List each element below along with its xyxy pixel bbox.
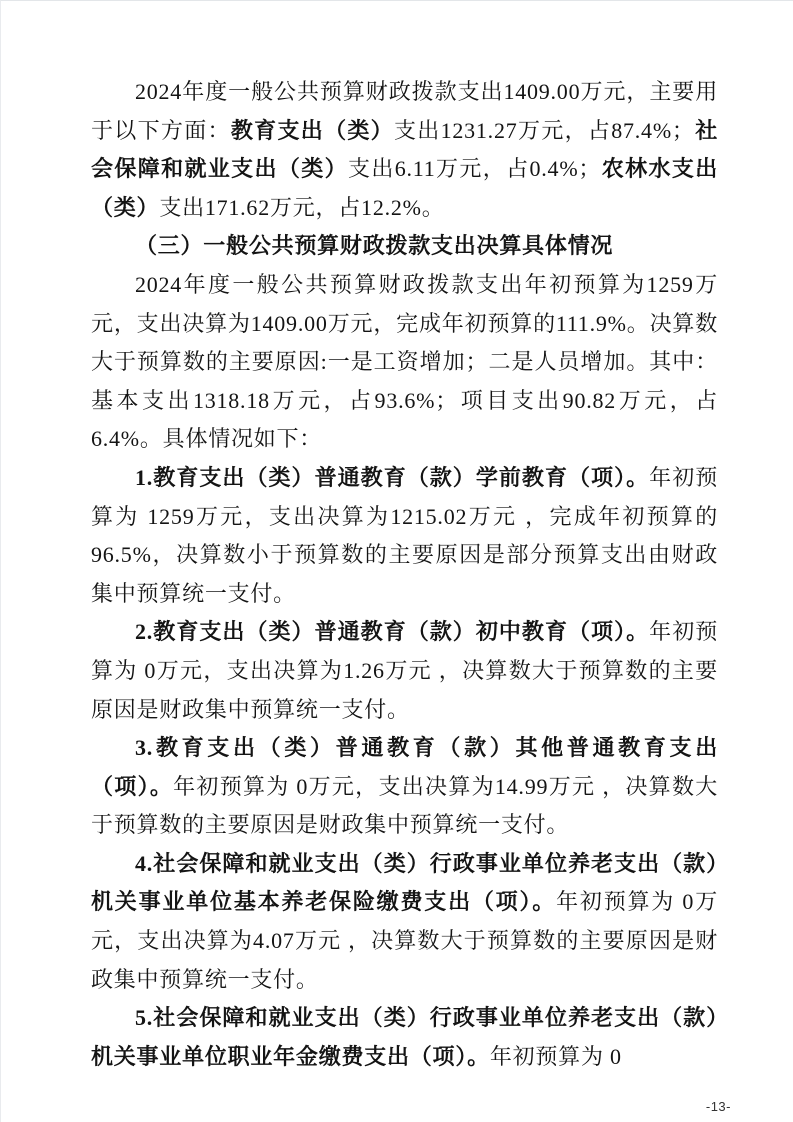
para-summary [91,266,718,459]
heading-text: （三）一般公共预算财政拨款支出决算具体情况 [135,233,614,259]
item-1-detail: 年初预算为 1259万元，支出决算为1215.02万元 ，完成年初预算的96.5%，决算数小于预算数的主要原因是部分预算支出由财政集中预算统一支付。 [91,464,719,606]
bold-category-agriculture-water: 农林水支出（类） [91,156,718,220]
bold-category-social-security: 社会保障和就业支出（类） [91,117,718,182]
item-2-title: 2.教育支出（类）普通教育（款）初中教育（项）。 [135,619,650,645]
bold-category-education: 教育支出（类） [230,117,394,143]
text-segment: 2024年度一般公共预算财政拨款支出年初预算为1259万元，支出决算为1409.00万元，完成年初预算的111.9%。决算数大于预算数的主要原因:一是工资增加；二是人员增加。其中：基本支出1318.18万元，占93.6%；项目支出90.82万元，占6.4%。具体情况如下： [91,271,718,452]
text-segment: 支出171.62万元，占12.2%。 [159,194,445,220]
item-5-title: 5.社会保障和就业支出（类）行政事业单位养老支出（款）机关事业单位职业年金缴费支出（项）。 [91,1005,718,1069]
para-item-2 [91,613,718,729]
heading-section-3 [91,227,718,266]
para-item-4 [91,845,718,999]
para-item-5 [91,999,718,1076]
para-item-3 [91,729,718,845]
item-4-title: 4.社会保障和就业支出（类）行政事业单位养老支出（款）机关事业单位基本养老保险缴费支出（项）。 [91,850,718,915]
item-5-detail: 年初预算为 0 [489,1043,622,1069]
text-segment: 支出1231.27万元，占87.4%； [393,117,695,143]
item-2-detail: 年初预算为 0万元，支出决算为1.26万元 ，决算数大于预算数的主要原因是财政集中预算统一支付。 [91,619,719,722]
para-item-1 [91,459,718,613]
item-3-title: 3.教育支出（类）普通教育（款）其他普通教育支出（项）。 [91,735,718,799]
document-body [91,73,718,1076]
item-1-title: 1.教育支出（类）普通教育（款）学前教育（项）。 [135,464,650,490]
page-number: -13- [705,1099,731,1114]
text-segment: 2024年度一般公共预算财政拨款支出1409.00万元，主要用于以下方面： [91,79,718,143]
item-3-detail: 年初预算为 0万元，支出决算为14.99万元 ，决算数大于预算数的主要原因是财政集中预算统一支付。 [91,773,718,838]
item-4-detail: 年初预算为 0万元，支出决算为4.07万元 ，决算数大于预算数的主要原因是财政集中预算统一支付。 [91,889,718,992]
para-overview [91,73,718,227]
text-segment: 支出6.11万元，占0.4%； [347,156,602,182]
